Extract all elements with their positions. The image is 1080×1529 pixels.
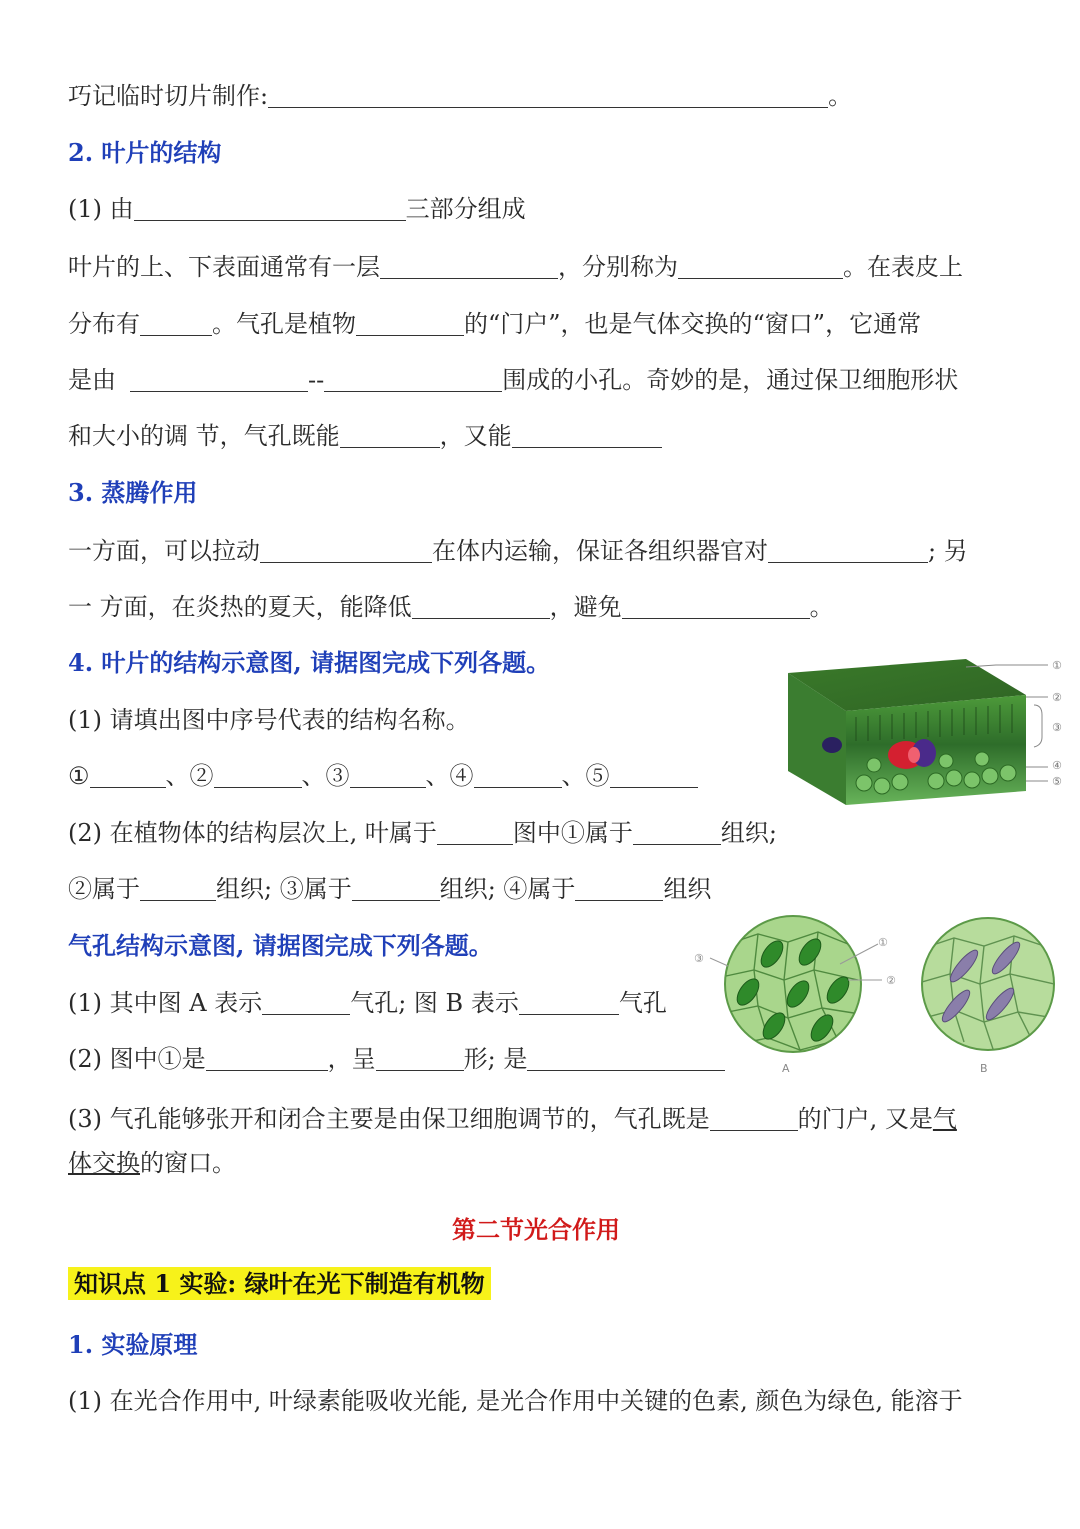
line-7: 和大小的调 节，气孔既能 ，又能 [68, 420, 662, 452]
answer-blank[interactable] [130, 369, 308, 392]
heading-leaf-structure: 2. 叶片的结构 [68, 138, 222, 167]
stoma-caption-b: B [980, 1062, 988, 1075]
answer-blank[interactable] [575, 878, 663, 901]
stoma-label-2: ② [886, 974, 896, 987]
stoma-caption-a: A [782, 1062, 790, 1075]
answer-blank[interactable] [610, 765, 698, 788]
line-3: (1) 由 三部分组成 [68, 195, 526, 223]
leaf-label-3: ③ [1052, 721, 1062, 734]
stoma-label-1: ① [878, 936, 888, 949]
answer-blank[interactable] [710, 1108, 798, 1131]
answer-blank[interactable] [262, 992, 350, 1015]
answer-blank[interactable] [474, 765, 562, 788]
answer-blank[interactable] [352, 878, 440, 901]
answer-blank[interactable] [512, 425, 662, 448]
answer-blank[interactable] [678, 256, 843, 279]
stoma-figure [688, 914, 1060, 1076]
line-8: 一方面，可以拉动 在体内运输，保证各组织器官对 ; 另 [68, 537, 968, 565]
answer-blank[interactable] [324, 369, 502, 392]
answer-blank[interactable] [356, 313, 464, 336]
line-12: (2) 在植物体的结构层次上, 叶属于 图中①属于 组织; [68, 819, 777, 847]
heading-transpiration: 3. 蒸腾作用 [68, 478, 198, 507]
answer-blank[interactable] [376, 1048, 464, 1071]
leaf-label-5: ⑤ [1052, 775, 1062, 788]
stoma-label-3: ③ [694, 952, 704, 965]
answer-blank[interactable] [437, 822, 513, 845]
answer-blank[interactable] [622, 596, 810, 619]
line-10: (1) 请填出图中序号代表的结构名称。 [68, 706, 470, 734]
answer-blank[interactable] [519, 992, 619, 1015]
answer-blank[interactable] [412, 596, 550, 619]
line-13: ②属于 组织; ③属于 组织; ④属于 组织 [68, 875, 712, 903]
answer-blank[interactable] [206, 1048, 328, 1071]
leaf-label-1: ① [1052, 659, 1062, 672]
heading-experiment-principle: 1. 实验原理 [68, 1330, 198, 1359]
line-9: 一 方面，在炎热的夏天，能降低 ，避免 。 [68, 593, 834, 621]
line-14: (1) 其中图 A 表示 气孔; 图 B 表示 气孔 [68, 989, 667, 1017]
line-18: (1) 在光合作用中, 叶绿素能吸收光能, 是光合作用中关键的色素, 颜色为绿色, 能溶于 [68, 1387, 963, 1415]
answer-blank[interactable] [90, 765, 166, 788]
answer-blank[interactable] [214, 765, 302, 788]
leaf-label-2: ② [1052, 691, 1062, 704]
leaf-label-4: ④ [1052, 759, 1062, 772]
knowledge-point: 知识点 1 实验: 绿叶在光下制造有机物 [68, 1268, 491, 1300]
line-16: (3) 气孔能够张开和闭合主要是由保卫细胞调节的，气孔既是 的门户, 又是气 [68, 1105, 957, 1133]
section-title: 第二节光合作用 [452, 1215, 620, 1244]
line-17: 体交换的窗口。 [68, 1149, 236, 1177]
answer-blank[interactable] [268, 85, 828, 108]
leaf-structure-figure [786, 655, 1068, 810]
answer-blank[interactable] [633, 822, 721, 845]
answer-blank[interactable] [140, 878, 216, 901]
line-5: 分布有 。气孔是植物 的“门户”，也是气体交换的“窗口”，它通常 [68, 310, 922, 338]
line-15: (2) 图中①是 ，呈 形; 是 [68, 1043, 725, 1075]
answer-blank[interactable] [134, 198, 406, 221]
answer-blank[interactable] [140, 313, 212, 336]
answer-blank[interactable] [260, 540, 432, 563]
line-11: ① 、② 、③ 、④ 、⑤ [68, 760, 698, 792]
answer-blank[interactable] [350, 765, 426, 788]
answer-blank[interactable] [768, 540, 928, 563]
line-1: 巧记临时切片制作: 。 [68, 82, 853, 110]
heading-stoma-diagram: 气孔结构示意图, 请据图完成下列各题。 [68, 931, 493, 960]
line-4: 叶片的上、下表面通常有一层 ，分别称为 。在表皮上 [68, 253, 963, 281]
line-6: 是由 -- 围成的小孔。奇妙的是，通过保卫细胞形状 [68, 366, 959, 394]
answer-blank[interactable] [340, 425, 440, 448]
heading-leaf-diagram: 4. 叶片的结构示意图, 请据图完成下列各题。 [68, 648, 551, 677]
answer-blank[interactable] [380, 256, 558, 279]
